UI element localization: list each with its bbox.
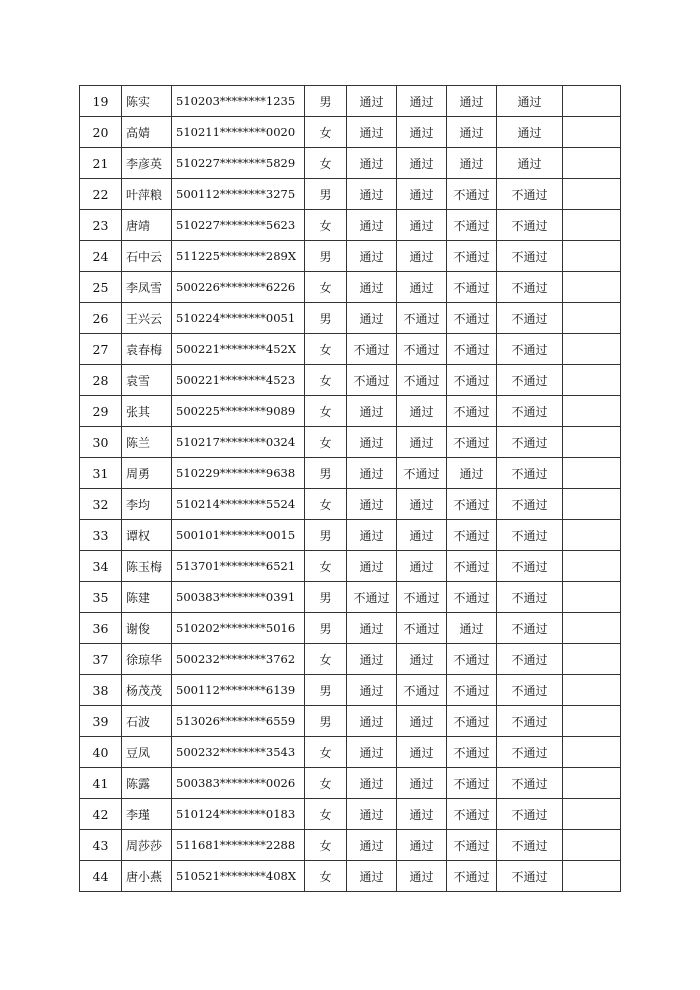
- result-2-cell: 通过: [397, 179, 447, 210]
- person-name: 李凤雪: [122, 272, 172, 303]
- gender-cell: 女: [305, 148, 347, 179]
- result-2-cell: 不通过: [397, 613, 447, 644]
- result-1-cell: 通过: [347, 830, 397, 861]
- person-name: 唐小燕: [122, 861, 172, 892]
- row-number: 37: [80, 644, 122, 675]
- result-3-cell: 不通过: [447, 210, 497, 241]
- result-1-cell: 通过: [347, 737, 397, 768]
- person-name: 李瑾: [122, 799, 172, 830]
- table-row: [80, 861, 621, 892]
- result-3-cell: 不通过: [447, 520, 497, 551]
- result-3-cell: 不通过: [447, 489, 497, 520]
- result-1-cell: 不通过: [347, 365, 397, 396]
- person-name: 杨茂茂: [122, 675, 172, 706]
- remark-cell: [563, 644, 621, 675]
- gender-cell: 女: [305, 489, 347, 520]
- roster-body: [80, 86, 621, 892]
- table-row: [80, 458, 621, 489]
- roster-table: [79, 85, 621, 892]
- result-2-cell: 通过: [397, 427, 447, 458]
- table-row: [80, 675, 621, 706]
- id-number: 510211********0020: [172, 117, 305, 148]
- person-name: 王兴云: [122, 303, 172, 334]
- id-number: 500221********452X: [172, 334, 305, 365]
- id-number: 500225********9089: [172, 396, 305, 427]
- remark-cell: [563, 117, 621, 148]
- row-number: 23: [80, 210, 122, 241]
- table-row: [80, 582, 621, 613]
- id-number: 510229********9638: [172, 458, 305, 489]
- gender-cell: 女: [305, 644, 347, 675]
- row-number: 40: [80, 737, 122, 768]
- result-2-cell: 通过: [397, 768, 447, 799]
- row-number: 28: [80, 365, 122, 396]
- result-4-cell: 不通过: [497, 427, 563, 458]
- result-4-cell: 不通过: [497, 210, 563, 241]
- result-3-cell: 通过: [447, 458, 497, 489]
- remark-cell: [563, 768, 621, 799]
- table-row: [80, 489, 621, 520]
- row-number: 21: [80, 148, 122, 179]
- remark-cell: [563, 303, 621, 334]
- result-4-cell: 不通过: [497, 334, 563, 365]
- result-4-cell: 不通过: [497, 303, 563, 334]
- result-4-cell: 不通过: [497, 830, 563, 861]
- table-row: [80, 613, 621, 644]
- gender-cell: 女: [305, 737, 347, 768]
- result-1-cell: 通过: [347, 489, 397, 520]
- id-number: 510202********5016: [172, 613, 305, 644]
- result-3-cell: 通过: [447, 613, 497, 644]
- gender-cell: 女: [305, 861, 347, 892]
- person-name: 陈露: [122, 768, 172, 799]
- id-number: 510124********0183: [172, 799, 305, 830]
- result-4-cell: 不通过: [497, 396, 563, 427]
- id-number: 500101********0015: [172, 520, 305, 551]
- row-number: 42: [80, 799, 122, 830]
- result-4-cell: 不通过: [497, 489, 563, 520]
- result-4-cell: 不通过: [497, 768, 563, 799]
- remark-cell: [563, 458, 621, 489]
- result-3-cell: 不通过: [447, 644, 497, 675]
- result-1-cell: 通过: [347, 613, 397, 644]
- result-4-cell: 不通过: [497, 179, 563, 210]
- remark-cell: [563, 861, 621, 892]
- gender-cell: 男: [305, 675, 347, 706]
- id-number: 510227********5829: [172, 148, 305, 179]
- result-1-cell: 通过: [347, 799, 397, 830]
- table-row: [80, 179, 621, 210]
- row-number: 24: [80, 241, 122, 272]
- table-row: [80, 148, 621, 179]
- person-name: 豆凤: [122, 737, 172, 768]
- remark-cell: [563, 427, 621, 458]
- result-2-cell: 通过: [397, 799, 447, 830]
- id-number: 513026********6559: [172, 706, 305, 737]
- id-number: 500112********6139: [172, 675, 305, 706]
- result-2-cell: 通过: [397, 737, 447, 768]
- result-3-cell: 不通过: [447, 551, 497, 582]
- row-number: 44: [80, 861, 122, 892]
- id-number: 510214********5524: [172, 489, 305, 520]
- id-number: 510224********0051: [172, 303, 305, 334]
- result-2-cell: 通过: [397, 272, 447, 303]
- person-name: 陈兰: [122, 427, 172, 458]
- row-number: 29: [80, 396, 122, 427]
- person-name: 谭权: [122, 520, 172, 551]
- id-number: 510227********5623: [172, 210, 305, 241]
- id-number: 510217********0324: [172, 427, 305, 458]
- result-2-cell: 通过: [397, 241, 447, 272]
- result-4-cell: 不通过: [497, 613, 563, 644]
- result-2-cell: 通过: [397, 117, 447, 148]
- result-3-cell: 不通过: [447, 334, 497, 365]
- gender-cell: 女: [305, 396, 347, 427]
- id-number: 500232********3543: [172, 737, 305, 768]
- id-number: 510203********1235: [172, 86, 305, 117]
- row-number: 30: [80, 427, 122, 458]
- result-4-cell: 通过: [497, 148, 563, 179]
- result-1-cell: 通过: [347, 210, 397, 241]
- remark-cell: [563, 830, 621, 861]
- remark-cell: [563, 582, 621, 613]
- result-4-cell: 不通过: [497, 551, 563, 582]
- result-1-cell: 通过: [347, 768, 397, 799]
- id-number: 500383********0391: [172, 582, 305, 613]
- result-4-cell: 通过: [497, 86, 563, 117]
- table-row: [80, 737, 621, 768]
- remark-cell: [563, 272, 621, 303]
- person-name: 唐靖: [122, 210, 172, 241]
- result-4-cell: 不通过: [497, 675, 563, 706]
- result-1-cell: 通过: [347, 644, 397, 675]
- table-row: [80, 272, 621, 303]
- row-number: 33: [80, 520, 122, 551]
- result-4-cell: 不通过: [497, 520, 563, 551]
- result-4-cell: 不通过: [497, 458, 563, 489]
- person-name: 陈实: [122, 86, 172, 117]
- result-1-cell: 通过: [347, 706, 397, 737]
- gender-cell: 女: [305, 272, 347, 303]
- gender-cell: 女: [305, 334, 347, 365]
- person-name: 石波: [122, 706, 172, 737]
- person-name: 袁春梅: [122, 334, 172, 365]
- result-3-cell: 不通过: [447, 396, 497, 427]
- id-number: 513701********6521: [172, 551, 305, 582]
- result-3-cell: 不通过: [447, 365, 497, 396]
- table-row: [80, 706, 621, 737]
- result-1-cell: 通过: [347, 551, 397, 582]
- result-4-cell: 不通过: [497, 365, 563, 396]
- row-number: 36: [80, 613, 122, 644]
- table-row: [80, 334, 621, 365]
- row-number: 22: [80, 179, 122, 210]
- row-number: 25: [80, 272, 122, 303]
- row-number: 35: [80, 582, 122, 613]
- gender-cell: 女: [305, 427, 347, 458]
- row-number: 34: [80, 551, 122, 582]
- gender-cell: 男: [305, 241, 347, 272]
- result-3-cell: 不通过: [447, 675, 497, 706]
- id-number: 511681********2288: [172, 830, 305, 861]
- table-row: [80, 86, 621, 117]
- result-3-cell: 不通过: [447, 861, 497, 892]
- result-3-cell: 不通过: [447, 582, 497, 613]
- result-1-cell: 通过: [347, 179, 397, 210]
- result-1-cell: 通过: [347, 396, 397, 427]
- result-4-cell: 不通过: [497, 737, 563, 768]
- result-2-cell: 通过: [397, 210, 447, 241]
- person-name: 周莎莎: [122, 830, 172, 861]
- result-4-cell: 通过: [497, 117, 563, 148]
- id-number: 500232********3762: [172, 644, 305, 675]
- result-1-cell: 不通过: [347, 334, 397, 365]
- id-number: 510521********408X: [172, 861, 305, 892]
- remark-cell: [563, 334, 621, 365]
- result-1-cell: 通过: [347, 861, 397, 892]
- person-name: 张其: [122, 396, 172, 427]
- table-row: [80, 644, 621, 675]
- result-4-cell: 不通过: [497, 272, 563, 303]
- table-row: [80, 117, 621, 148]
- table-row: [80, 396, 621, 427]
- gender-cell: 女: [305, 830, 347, 861]
- result-2-cell: 不通过: [397, 458, 447, 489]
- result-4-cell: 不通过: [497, 644, 563, 675]
- result-2-cell: 通过: [397, 551, 447, 582]
- remark-cell: [563, 241, 621, 272]
- result-1-cell: 通过: [347, 303, 397, 334]
- remark-cell: [563, 210, 621, 241]
- table-row: [80, 551, 621, 582]
- gender-cell: 女: [305, 799, 347, 830]
- result-2-cell: 通过: [397, 396, 447, 427]
- row-number: 26: [80, 303, 122, 334]
- row-number: 19: [80, 86, 122, 117]
- result-1-cell: 通过: [347, 458, 397, 489]
- person-name: 叶萍粮: [122, 179, 172, 210]
- id-number: 500383********0026: [172, 768, 305, 799]
- table-row: [80, 830, 621, 861]
- result-2-cell: 通过: [397, 86, 447, 117]
- person-name: 李均: [122, 489, 172, 520]
- gender-cell: 男: [305, 303, 347, 334]
- table-row: [80, 520, 621, 551]
- result-2-cell: 不通过: [397, 303, 447, 334]
- result-2-cell: 通过: [397, 830, 447, 861]
- remark-cell: [563, 613, 621, 644]
- result-1-cell: 不通过: [347, 582, 397, 613]
- remark-cell: [563, 489, 621, 520]
- remark-cell: [563, 179, 621, 210]
- result-3-cell: 不通过: [447, 737, 497, 768]
- result-2-cell: 通过: [397, 861, 447, 892]
- remark-cell: [563, 365, 621, 396]
- row-number: 41: [80, 768, 122, 799]
- gender-cell: 男: [305, 86, 347, 117]
- table-row: [80, 365, 621, 396]
- person-name: 李彦英: [122, 148, 172, 179]
- result-2-cell: 不通过: [397, 582, 447, 613]
- gender-cell: 男: [305, 582, 347, 613]
- table-row: [80, 799, 621, 830]
- person-name: 高婧: [122, 117, 172, 148]
- table-row: [80, 210, 621, 241]
- result-2-cell: 不通过: [397, 334, 447, 365]
- table-row: [80, 768, 621, 799]
- result-3-cell: 通过: [447, 117, 497, 148]
- remark-cell: [563, 675, 621, 706]
- row-number: 39: [80, 706, 122, 737]
- remark-cell: [563, 86, 621, 117]
- result-1-cell: 通过: [347, 675, 397, 706]
- result-3-cell: 不通过: [447, 706, 497, 737]
- result-1-cell: 通过: [347, 148, 397, 179]
- result-1-cell: 通过: [347, 520, 397, 551]
- remark-cell: [563, 520, 621, 551]
- remark-cell: [563, 799, 621, 830]
- gender-cell: 男: [305, 179, 347, 210]
- result-2-cell: 通过: [397, 148, 447, 179]
- result-1-cell: 通过: [347, 241, 397, 272]
- result-3-cell: 通过: [447, 148, 497, 179]
- gender-cell: 男: [305, 706, 347, 737]
- row-number: 27: [80, 334, 122, 365]
- person-name: 谢俊: [122, 613, 172, 644]
- person-name: 周勇: [122, 458, 172, 489]
- table-row: [80, 427, 621, 458]
- result-1-cell: 通过: [347, 272, 397, 303]
- result-3-cell: 不通过: [447, 179, 497, 210]
- gender-cell: 男: [305, 520, 347, 551]
- result-3-cell: 不通过: [447, 768, 497, 799]
- gender-cell: 女: [305, 365, 347, 396]
- result-3-cell: 通过: [447, 86, 497, 117]
- result-2-cell: 不通过: [397, 675, 447, 706]
- gender-cell: 男: [305, 458, 347, 489]
- result-2-cell: 通过: [397, 489, 447, 520]
- row-number: 43: [80, 830, 122, 861]
- row-number: 38: [80, 675, 122, 706]
- id-number: 500112********3275: [172, 179, 305, 210]
- id-number: 500221********4523: [172, 365, 305, 396]
- table-row: [80, 241, 621, 272]
- gender-cell: 女: [305, 768, 347, 799]
- table-row: [80, 303, 621, 334]
- row-number: 32: [80, 489, 122, 520]
- result-3-cell: 不通过: [447, 830, 497, 861]
- remark-cell: [563, 551, 621, 582]
- result-4-cell: 不通过: [497, 861, 563, 892]
- result-1-cell: 通过: [347, 427, 397, 458]
- result-1-cell: 通过: [347, 117, 397, 148]
- remark-cell: [563, 737, 621, 768]
- result-3-cell: 不通过: [447, 799, 497, 830]
- result-2-cell: 通过: [397, 520, 447, 551]
- gender-cell: 女: [305, 117, 347, 148]
- person-name: 徐琼华: [122, 644, 172, 675]
- id-number: 511225********289X: [172, 241, 305, 272]
- result-1-cell: 通过: [347, 86, 397, 117]
- person-name: 石中云: [122, 241, 172, 272]
- result-4-cell: 不通过: [497, 241, 563, 272]
- gender-cell: 女: [305, 551, 347, 582]
- row-number: 31: [80, 458, 122, 489]
- result-2-cell: 不通过: [397, 365, 447, 396]
- result-4-cell: 不通过: [497, 582, 563, 613]
- result-4-cell: 不通过: [497, 706, 563, 737]
- id-number: 500226********6226: [172, 272, 305, 303]
- result-2-cell: 通过: [397, 644, 447, 675]
- row-number: 20: [80, 117, 122, 148]
- result-3-cell: 不通过: [447, 241, 497, 272]
- remark-cell: [563, 706, 621, 737]
- result-4-cell: 不通过: [497, 799, 563, 830]
- person-name: 袁雪: [122, 365, 172, 396]
- remark-cell: [563, 148, 621, 179]
- result-2-cell: 通过: [397, 706, 447, 737]
- gender-cell: 女: [305, 210, 347, 241]
- result-3-cell: 不通过: [447, 427, 497, 458]
- remark-cell: [563, 396, 621, 427]
- gender-cell: 男: [305, 613, 347, 644]
- result-3-cell: 不通过: [447, 303, 497, 334]
- person-name: 陈建: [122, 582, 172, 613]
- result-3-cell: 不通过: [447, 272, 497, 303]
- person-name: 陈玉梅: [122, 551, 172, 582]
